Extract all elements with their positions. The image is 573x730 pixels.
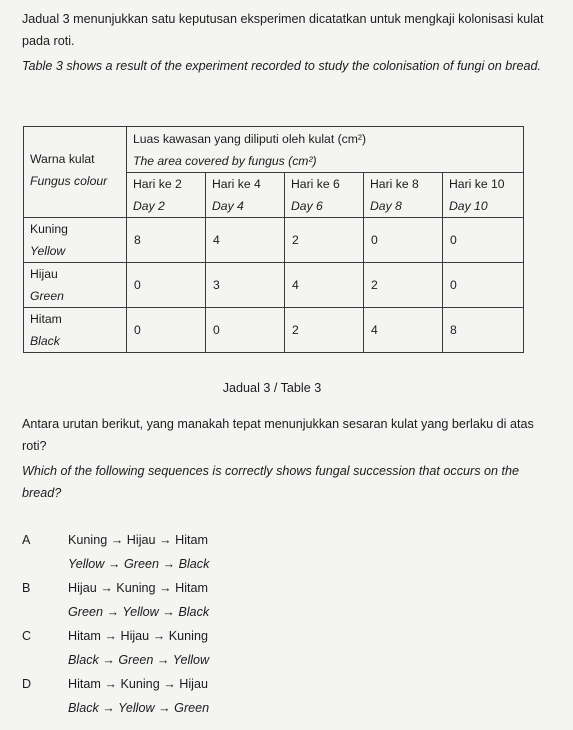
- area-covered-header: [127, 127, 524, 173]
- area-covered-header-malay: Luas kawasan yang diliputi oleh kulat (cm²): [133, 132, 367, 146]
- fungus-colour-malay: Hitam: [30, 312, 62, 326]
- fungus-colour-cell: [24, 218, 127, 263]
- option-sequence-malay: Hijau → Kuning → Hitam: [68, 581, 208, 595]
- area-covered-header-english: The area covered by fungus (cm²): [133, 154, 317, 168]
- day-header-english: Day 8: [370, 199, 402, 213]
- day-header: [285, 173, 364, 218]
- option-letter: A: [22, 533, 31, 547]
- fungus-colour-header-english: Fungus colour: [30, 174, 108, 188]
- day-header: [443, 173, 524, 218]
- option-sequence-malay: Kuning → Hijau → Hitam: [68, 533, 208, 547]
- day-header-english: Day 4: [212, 199, 244, 213]
- fungus-colour-header: [24, 127, 127, 218]
- area-value: 4: [206, 218, 285, 263]
- question-text-english: Which of the following sequences is correctly shows fungal succession that occurs on the bread?: [22, 464, 520, 500]
- day-header-malay: Hari ke 8: [370, 177, 419, 191]
- day-header-english: Day 10: [449, 199, 488, 213]
- area-value: 0: [364, 218, 443, 263]
- fungus-colour-malay: Kuning: [30, 222, 68, 236]
- intro-text-malay: Jadual 3 menunjukkan satu keputusan eksperimen dicatatkan untuk mengkaji kolonisasi kulat pada roti.: [22, 12, 544, 48]
- area-value: 2: [285, 218, 364, 263]
- option-sequence-english: Yellow → Green → Black: [68, 557, 210, 571]
- day-header: [364, 173, 443, 218]
- fungus-colour-english: Yellow: [30, 244, 66, 258]
- option-letter: D: [22, 677, 32, 691]
- table-row: [24, 308, 524, 353]
- area-value: 0: [127, 308, 206, 353]
- day-header-malay: Hari ke 2: [133, 177, 182, 191]
- area-value: 0: [443, 263, 524, 308]
- question-text-malay: Antara urutan berikut, yang manakah tepat menunjukkan sesaran kulat yang berlaku di atas roti?: [22, 417, 534, 453]
- day-header-malay: Hari ke 6: [291, 177, 340, 191]
- day-header: [127, 173, 206, 218]
- option-sequence-malay: Hitam → Kuning → Hijau: [68, 677, 208, 691]
- fungus-colour-malay: Hijau: [30, 267, 58, 281]
- intro-text-english: Table 3 shows a result of the experiment recorded to study the colonisation of fungi on bread.: [22, 59, 541, 73]
- day-header-english: Day 2: [133, 199, 165, 213]
- area-value: 8: [127, 218, 206, 263]
- area-value: 3: [206, 263, 285, 308]
- area-value: 4: [285, 263, 364, 308]
- option-sequence-english: Green → Yellow → Black: [68, 605, 210, 619]
- fungus-colour-cell: [24, 263, 127, 308]
- area-value: 8: [443, 308, 524, 353]
- area-value: 2: [364, 263, 443, 308]
- area-value: 2: [285, 308, 364, 353]
- fungus-colour-english: Green: [30, 289, 64, 303]
- option-letter: C: [22, 629, 32, 643]
- area-value: 0: [206, 308, 285, 353]
- day-header: [206, 173, 285, 218]
- fungus-colour-header-malay: Warna kulat: [30, 152, 95, 166]
- fungus-colour-cell: [24, 308, 127, 353]
- area-value: 0: [443, 218, 524, 263]
- area-value: 4: [364, 308, 443, 353]
- option-sequence-english: Black → Green → Yellow: [68, 653, 210, 667]
- option-sequence-english: Black → Yellow → Green: [68, 701, 210, 715]
- day-header-malay: Hari ke 10: [449, 177, 505, 191]
- fungus-area-table: [23, 126, 524, 353]
- table-caption: Jadual 3 / Table 3: [222, 381, 322, 395]
- area-value: 0: [127, 263, 206, 308]
- day-header-english: Day 6: [291, 199, 323, 213]
- day-header-malay: Hari ke 4: [212, 177, 261, 191]
- table-row: [24, 263, 524, 308]
- fungus-colour-english: Black: [30, 334, 60, 348]
- option-letter: B: [22, 581, 31, 595]
- table-row: [24, 218, 524, 263]
- option-sequence-malay: Hitam → Hijau → Kuning: [68, 629, 208, 643]
